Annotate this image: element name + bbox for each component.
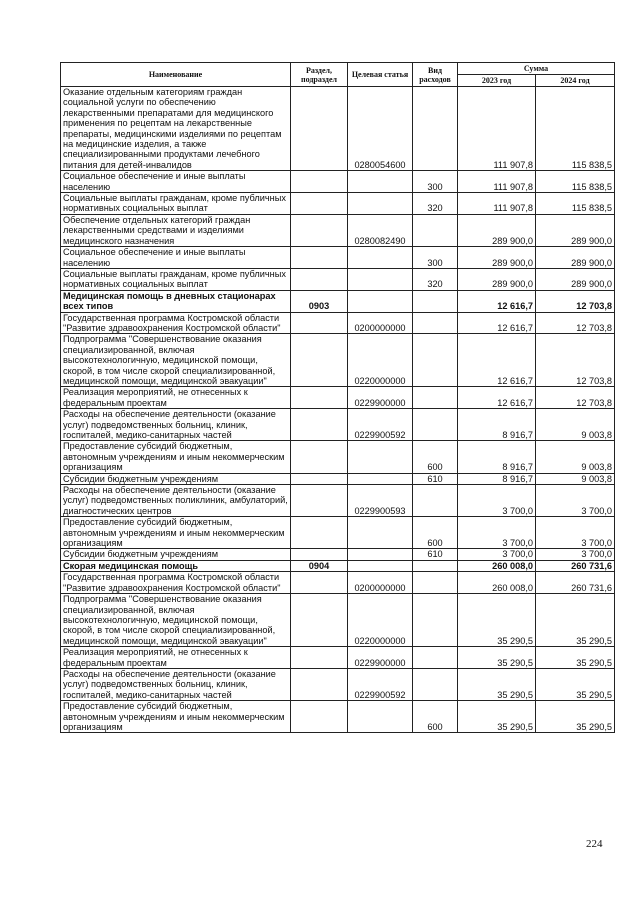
table-row	[61, 594, 615, 647]
cell-kind: 600	[413, 517, 458, 549]
cell-section	[291, 171, 348, 193]
header-article: Целевая статья	[348, 63, 413, 87]
table-row	[61, 214, 615, 246]
cell-name: Расходы на обеспечение деятельности (оказание услуг) подведомственных больниц, клиник, госпиталей, медико-санитарных частей	[61, 409, 291, 441]
table-row	[61, 247, 615, 269]
table-row	[61, 549, 615, 560]
cell-name: Медицинская помощь в дневных стационарах всех типов	[61, 290, 291, 312]
cell-name: Предоставление субсидий бюджетным, автономным учреждениям и иным некоммерческим организациям	[61, 517, 291, 549]
table-row	[61, 387, 615, 409]
cell-article	[348, 171, 413, 193]
cell-sum-2024: 35 290,5	[536, 594, 615, 647]
cell-sum-2023: 111 907,8	[458, 171, 536, 193]
table-row	[61, 473, 615, 484]
cell-name: Социальные выплаты гражданам, кроме публичных нормативных социальных выплат	[61, 268, 291, 290]
cell-name: Государственная программа Костромской области "Развитие здравоохранения Костромской области"	[61, 312, 291, 334]
table-row	[61, 268, 615, 290]
cell-sum-2024: 289 900,0	[536, 214, 615, 246]
header-year-2024: 2024 год	[536, 75, 615, 87]
cell-kind	[413, 572, 458, 594]
cell-section	[291, 517, 348, 549]
cell-sum-2023: 12 616,7	[458, 312, 536, 334]
table-row	[61, 290, 615, 312]
cell-article: 0229900000	[348, 647, 413, 669]
table-row	[61, 87, 615, 171]
cell-kind	[413, 485, 458, 517]
cell-sum-2024: 260 731,6	[536, 572, 615, 594]
cell-sum-2023: 8 916,7	[458, 473, 536, 484]
cell-article: 0229900592	[348, 409, 413, 441]
cell-sum-2024: 115 838,5	[536, 171, 615, 193]
cell-section	[291, 549, 348, 560]
table-row	[61, 560, 615, 571]
cell-section	[291, 409, 348, 441]
cell-article	[348, 290, 413, 312]
cell-sum-2024: 12 703,8	[536, 312, 615, 334]
table-row	[61, 441, 615, 473]
cell-section	[291, 193, 348, 215]
cell-section	[291, 312, 348, 334]
header-section: Раздел, подраздел	[291, 63, 348, 87]
cell-sum-2023: 289 900,0	[458, 247, 536, 269]
cell-sum-2023: 35 290,5	[458, 594, 536, 647]
cell-name: Предоставление субсидий бюджетным, автономным учреждениям и иным некоммерческим организациям	[61, 441, 291, 473]
cell-name: Социальное обеспечение и иные выплаты населению	[61, 171, 291, 193]
cell-section	[291, 441, 348, 473]
cell-kind: 320	[413, 193, 458, 215]
cell-sum-2024: 12 703,8	[536, 387, 615, 409]
table-row	[61, 517, 615, 549]
cell-article: 0229900592	[348, 668, 413, 700]
cell-sum-2024: 260 731,6	[536, 560, 615, 571]
cell-sum-2024: 12 703,8	[536, 290, 615, 312]
cell-sum-2024: 35 290,5	[536, 668, 615, 700]
cell-kind: 610	[413, 549, 458, 560]
cell-section	[291, 214, 348, 246]
cell-sum-2023: 8 916,7	[458, 409, 536, 441]
cell-sum-2023: 289 900,0	[458, 268, 536, 290]
cell-sum-2023: 289 900,0	[458, 214, 536, 246]
cell-kind: 610	[413, 473, 458, 484]
table-row	[61, 668, 615, 700]
cell-article	[348, 517, 413, 549]
cell-article: 0280054600	[348, 87, 413, 171]
header-year-2023: 2023 год	[458, 75, 536, 87]
header-name: Наименование	[61, 63, 291, 87]
cell-kind: 300	[413, 247, 458, 269]
cell-kind: 300	[413, 171, 458, 193]
cell-kind	[413, 409, 458, 441]
cell-sum-2023: 111 907,8	[458, 87, 536, 171]
cell-sum-2024: 3 700,0	[536, 549, 615, 560]
cell-kind	[413, 312, 458, 334]
table-row	[61, 334, 615, 387]
cell-article	[348, 549, 413, 560]
cell-name: Государственная программа Костромской области "Развитие здравоохранения Костромской области"	[61, 572, 291, 594]
cell-name: Расходы на обеспечение деятельности (оказание услуг) подведомственных больниц, клиник, госпиталей, медико-санитарных частей	[61, 668, 291, 700]
cell-sum-2024: 12 703,8	[536, 334, 615, 387]
cell-sum-2023: 111 907,8	[458, 193, 536, 215]
table-header	[61, 63, 615, 87]
cell-kind	[413, 334, 458, 387]
cell-section	[291, 87, 348, 171]
cell-name: Реализация мероприятий, не отнесенных к федеральным проектам	[61, 387, 291, 409]
cell-sum-2023: 12 616,7	[458, 290, 536, 312]
cell-article	[348, 193, 413, 215]
cell-sum-2023: 12 616,7	[458, 334, 536, 387]
cell-name: Оказание отдельным категориям граждан социальной услуги по обеспечению лекарственными препаратами для медицинского применения по рецептам на лекарственные препараты, медицинскими изделиями по рецептам на медицинские изделия, а также специализированными продуктами лечебного питания для детей-инвалидов	[61, 87, 291, 171]
table-row	[61, 701, 615, 733]
cell-article	[348, 268, 413, 290]
cell-name: Социальное обеспечение и иные выплаты населению	[61, 247, 291, 269]
table-row	[61, 572, 615, 594]
cell-kind	[413, 647, 458, 669]
cell-article: 0220000000	[348, 594, 413, 647]
cell-kind	[413, 87, 458, 171]
cell-kind: 600	[413, 701, 458, 733]
cell-name: Подпрограмма "Совершенствование оказания специализированной, включая высокотехнологичную, медицинской помощи, скорой, в том числе скорой специализированной, медицинской помощи, медицинской эвакуации"	[61, 334, 291, 387]
cell-sum-2024: 35 290,5	[536, 647, 615, 669]
cell-section	[291, 387, 348, 409]
cell-article: 0200000000	[348, 572, 413, 594]
cell-sum-2023: 3 700,0	[458, 485, 536, 517]
cell-section: 0904	[291, 560, 348, 571]
cell-sum-2024: 3 700,0	[536, 517, 615, 549]
cell-kind: 600	[413, 441, 458, 473]
cell-sum-2023: 260 008,0	[458, 572, 536, 594]
cell-sum-2024: 289 900,0	[536, 247, 615, 269]
table-row	[61, 171, 615, 193]
cell-sum-2023: 8 916,7	[458, 441, 536, 473]
cell-sum-2023: 260 008,0	[458, 560, 536, 571]
budget-page	[60, 62, 614, 733]
cell-sum-2023: 12 616,7	[458, 387, 536, 409]
cell-name: Предоставление субсидий бюджетным, автономным учреждениям и иным некоммерческим организациям	[61, 701, 291, 733]
cell-sum-2024: 115 838,5	[536, 193, 615, 215]
cell-name: Социальные выплаты гражданам, кроме публичных нормативных социальных выплат	[61, 193, 291, 215]
cell-sum-2024: 35 290,5	[536, 701, 615, 733]
table-row	[61, 647, 615, 669]
cell-kind	[413, 214, 458, 246]
header-sum: Сумма	[458, 63, 615, 75]
header-kind: Вид расходов	[413, 63, 458, 87]
cell-section	[291, 668, 348, 700]
cell-section	[291, 572, 348, 594]
cell-article: 0280082490	[348, 214, 413, 246]
cell-name: Реализация мероприятий, не отнесенных к федеральным проектам	[61, 647, 291, 669]
cell-section	[291, 473, 348, 484]
cell-kind	[413, 668, 458, 700]
cell-name: Расходы на обеспечение деятельности (оказание услуг) подведомственных поликлиник, амбулаторий, диагностических центров	[61, 485, 291, 517]
cell-article	[348, 701, 413, 733]
cell-name: Субсидии бюджетным учреждениям	[61, 473, 291, 484]
cell-article	[348, 560, 413, 571]
cell-article: 0229900593	[348, 485, 413, 517]
cell-sum-2023: 35 290,5	[458, 668, 536, 700]
cell-section: 0903	[291, 290, 348, 312]
cell-sum-2024: 3 700,0	[536, 485, 615, 517]
cell-sum-2023: 35 290,5	[458, 647, 536, 669]
cell-sum-2023: 3 700,0	[458, 517, 536, 549]
cell-kind: 320	[413, 268, 458, 290]
page-number: 224	[586, 838, 603, 850]
cell-sum-2024: 9 003,8	[536, 409, 615, 441]
cell-sum-2023: 3 700,0	[458, 549, 536, 560]
cell-kind	[413, 290, 458, 312]
cell-sum-2024: 289 900,0	[536, 268, 615, 290]
cell-kind	[413, 387, 458, 409]
cell-section	[291, 485, 348, 517]
table-row	[61, 409, 615, 441]
cell-article: 0229900000	[348, 387, 413, 409]
cell-article	[348, 473, 413, 484]
cell-section	[291, 594, 348, 647]
cell-article: 0220000000	[348, 334, 413, 387]
table-body	[61, 87, 615, 733]
cell-section	[291, 701, 348, 733]
cell-article: 0200000000	[348, 312, 413, 334]
cell-name: Обеспечение отдельных категорий граждан лекарственными средствами и изделиями медицинского назначения	[61, 214, 291, 246]
cell-kind	[413, 594, 458, 647]
budget-table	[60, 62, 615, 733]
cell-article	[348, 247, 413, 269]
table-row	[61, 312, 615, 334]
cell-sum-2024: 9 003,8	[536, 441, 615, 473]
cell-section	[291, 647, 348, 669]
cell-sum-2023: 35 290,5	[458, 701, 536, 733]
table-row	[61, 193, 615, 215]
cell-sum-2024: 9 003,8	[536, 473, 615, 484]
cell-name: Субсидии бюджетным учреждениям	[61, 549, 291, 560]
cell-article	[348, 441, 413, 473]
cell-kind	[413, 560, 458, 571]
cell-sum-2024: 115 838,5	[536, 87, 615, 171]
cell-section	[291, 334, 348, 387]
table-row	[61, 485, 615, 517]
cell-name: Скорая медицинская помощь	[61, 560, 291, 571]
cell-name: Подпрограмма "Совершенствование оказания специализированной, включая высокотехнологичную, медицинской помощи, скорой, в том числе скорой специализированной, медицинской помощи, медицинской эвакуации"	[61, 594, 291, 647]
cell-section	[291, 247, 348, 269]
cell-section	[291, 268, 348, 290]
